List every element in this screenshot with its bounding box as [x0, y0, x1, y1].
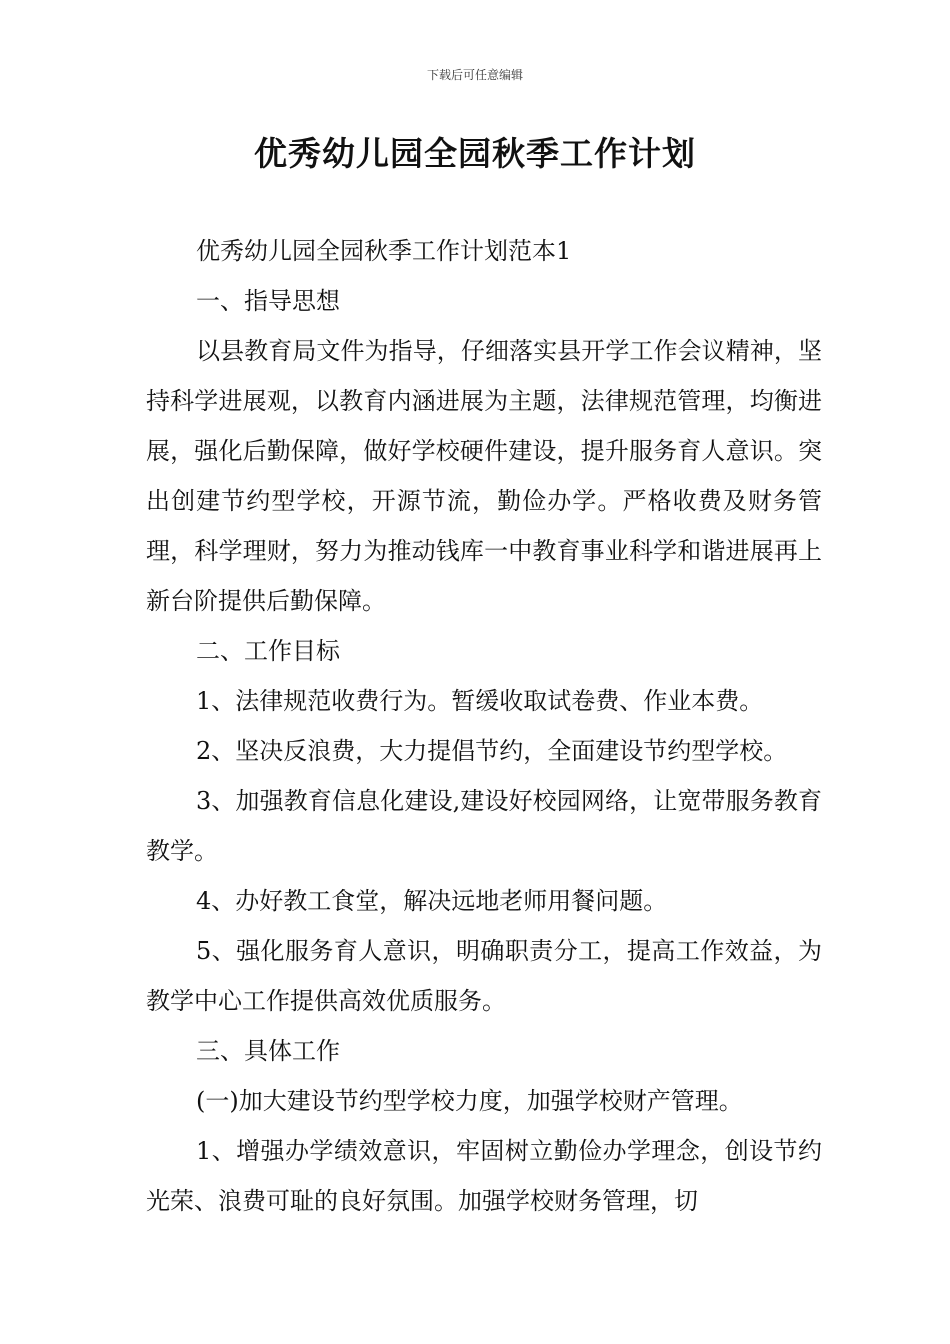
document-title: 优秀幼儿园全园秋季工作计划: [254, 134, 696, 173]
header-note: 下载后可任意编辑: [426, 68, 523, 82]
goal-item-4: 4、办好教工食堂，解决远地老师用餐问题。: [196, 887, 668, 915]
goal-item-2: 2、坚决反浪费，大力提倡节约，全面建设节约型学校。: [196, 737, 788, 765]
subsection-heading-1: (一)加大建设节约型学校力度，加强学校财产管理。: [196, 1087, 743, 1115]
goal-item-3: 3、加强教育信息化建设,建设好校园网络，让宽带服务教育教学。: [146, 787, 822, 865]
document-body: [146, 226, 822, 1226]
paragraph-guiding-ideology: 以县教育局文件为指导，仔细落实县开学工作会议精神，坚持科学进展观，以教育内涵进展为主题，法律规范管理，均衡进展，强化后勤保障，做好学校硬件建设，提升服务育人意识。突出创建节约型学校，开源节流，勤俭办学。严格收费及财务管理，科学理财，努力为推动钱库一中教育事业科学和谐进展再上新台阶提供后勤保障。: [146, 337, 822, 615]
section-heading-guiding-ideology: 一、指导思想: [196, 287, 340, 315]
section-heading-work-goals: 二、工作目标: [196, 637, 340, 665]
paragraph-subtitle: 优秀幼儿园全园秋季工作计划范本1: [196, 237, 572, 265]
goal-item-1: 1、法律规范收费行为。暂缓收取试卷费、作业本费。: [196, 687, 764, 715]
section-heading-specific-work: 三、具体工作: [196, 1037, 340, 1065]
work-item-1: 1、增强办学绩效意识，牢固树立勤俭办学理念，创设节约光荣、浪费可耻的良好氛围。加强学校财务管理，切: [146, 1137, 822, 1215]
goal-item-5: 5、强化服务育人意识，明确职责分工，提高工作效益，为教学中心工作提供高效优质服务。: [146, 937, 822, 1015]
